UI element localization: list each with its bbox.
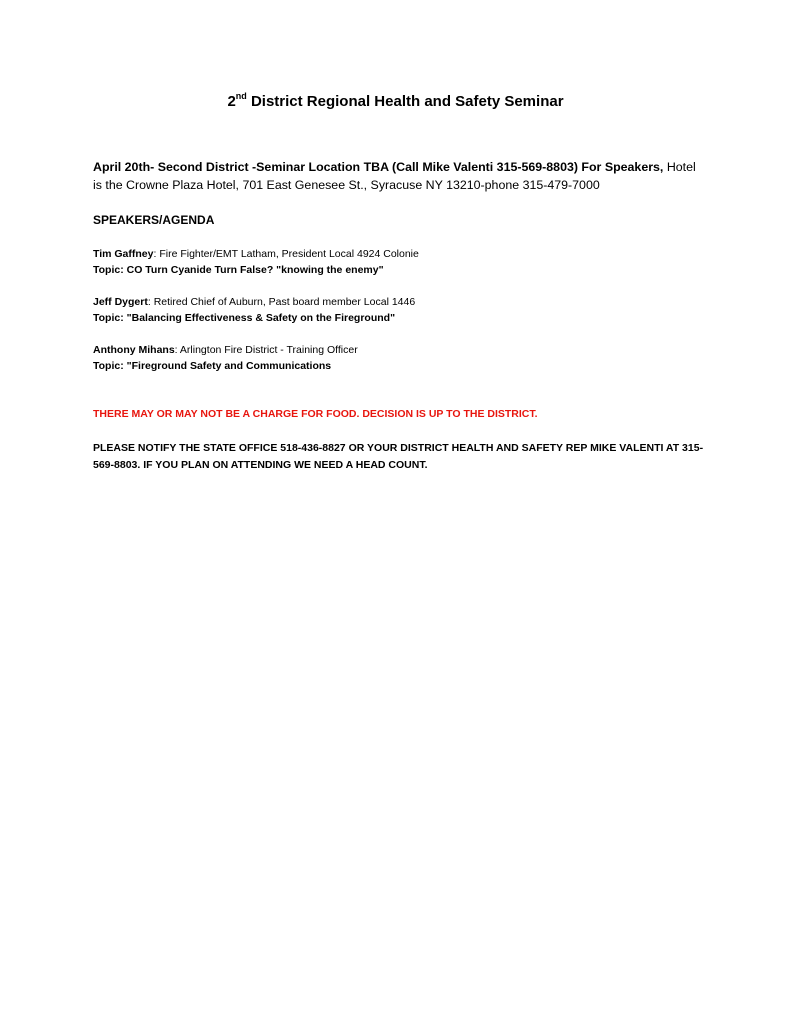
speaker-line [93, 246, 703, 262]
speaker-name: Jeff Dygert [93, 296, 148, 308]
speaker-name: Anthony Mihans [93, 344, 175, 356]
speaker-line [93, 342, 703, 358]
speaker-entry [93, 342, 703, 374]
speaker-entry [93, 246, 703, 278]
title-rest: District Regional Health and Safety Seminar [246, 93, 564, 110]
speaker-line [93, 294, 703, 310]
speaker-topic: Topic: CO Turn Cyanide Turn False? "knowing the enemy" [93, 264, 384, 276]
speaker-detail: : Retired Chief of Auburn, Past board member Local 1446 [147, 296, 416, 308]
speaker-name: Tim Gaffney [93, 248, 154, 260]
speaker-detail: : Arlington Fire District - Training Officer [174, 344, 358, 356]
intro-paragraph [93, 158, 703, 194]
page-title [0, 92, 791, 112]
food-notice: THERE MAY OR MAY NOT BE A CHARGE FOR FOOD. DECISION IS UP TO THE DISTRICT. [93, 408, 538, 420]
title-prefix: 2 [227, 93, 236, 110]
speaker-topic: Topic: "Balancing Effectiveness & Safety on the Fireground" [93, 312, 396, 324]
speaker-detail: : Fire Fighter/EMT Latham, President Local 4924 Colonie [153, 248, 419, 260]
speaker-topic: Topic: "Fireground Safety and Communications [93, 360, 332, 372]
notify-notice: PLEASE NOTIFY THE STATE OFFICE 518-436-8827 OR YOUR DISTRICT HEALTH AND SAFETY REP MIKE VALENTI AT 315-569-8803. IF YOU PLAN ON ATTENDING WE NEED A HEAD COUNT. [93, 442, 704, 471]
title-superscript: nd [235, 91, 247, 101]
intro-bold-text: April 20th- Second District -Seminar Location TBA (Call Mike Valenti 315-569-8803) For Speakers, [93, 160, 664, 174]
intro-normal-text: Hotel is the Crowne Plaza Hotel, 701 East Genesee St., Syracuse NY 13210-phone 315-479-7000 [93, 160, 696, 192]
speaker-entry [93, 294, 703, 326]
section-heading: SPEAKERS/AGENDA [93, 213, 215, 227]
